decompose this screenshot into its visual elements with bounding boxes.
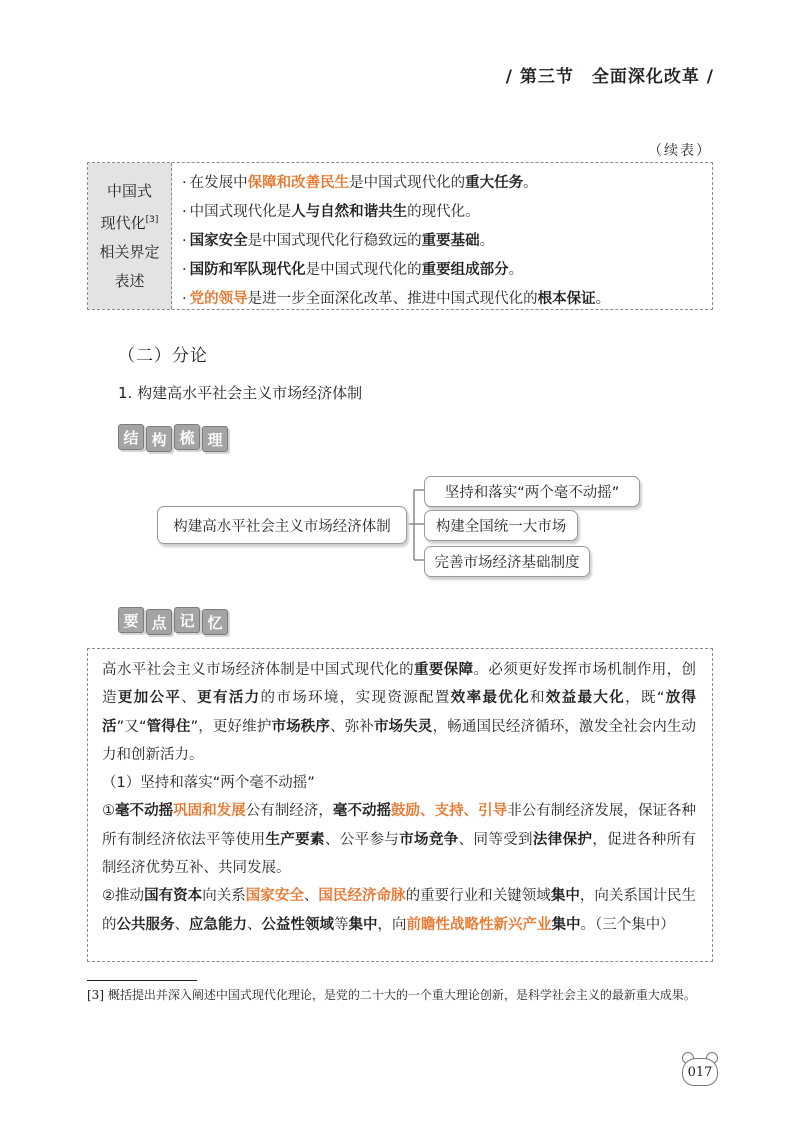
mindmap-root: 构建高水平社会主义市场经济体制 bbox=[157, 506, 407, 544]
emphasis-text: 根本保证 bbox=[537, 291, 596, 307]
text-run: 是进一步全面深化改革、推进中国式现代化的 bbox=[247, 291, 538, 307]
bullet: · bbox=[182, 233, 187, 249]
tag-char: 理 bbox=[202, 426, 228, 452]
emphasis-text: 管得住 bbox=[146, 718, 191, 735]
heading-line: 现代化[3] bbox=[100, 213, 159, 232]
emphasis-text: 生产要素 bbox=[265, 831, 325, 848]
text-run: ，向关系国计民生的 bbox=[102, 888, 697, 933]
text-run: 、 bbox=[303, 888, 319, 905]
tag-char: 构 bbox=[146, 426, 172, 452]
emphasis-text: 重大任务 bbox=[465, 175, 524, 191]
tag-char: 结 bbox=[118, 424, 144, 450]
key-points-box bbox=[87, 648, 713, 962]
emphasis-text: 保障和改善民生 bbox=[247, 175, 350, 191]
bullet: · bbox=[182, 262, 187, 278]
text-run: 是中国式现代化行稳致远的 bbox=[247, 233, 422, 249]
emphasis-text: 党的领导 bbox=[189, 291, 248, 307]
text-run: ”，更好维护 bbox=[190, 718, 272, 735]
text-run: 、 bbox=[247, 916, 262, 933]
text-run: 非公有制经济发展，保证各种所有制经济依法平等使用 bbox=[102, 803, 697, 848]
key-point-paragraph bbox=[102, 797, 696, 882]
heading-line: 相关界定 bbox=[99, 242, 160, 261]
sub-heading: 1. 构建高水平社会主义市场经济体制 bbox=[118, 384, 363, 402]
emphasis-text: 公益性领域 bbox=[261, 916, 334, 933]
emphasis-text: 更加公平 bbox=[117, 690, 182, 707]
emphasis-text: 更有活力 bbox=[197, 690, 261, 707]
text-run: （1）坚持和落实“两个毫不动摇” bbox=[102, 775, 315, 792]
text-run: 。必须更好发挥市场机制作用，创造 bbox=[102, 662, 697, 707]
text-run: 公有制经济， bbox=[245, 803, 333, 820]
bullet: · bbox=[182, 204, 187, 220]
text-run: ① bbox=[102, 803, 116, 820]
heading-line: 中国式 bbox=[106, 181, 152, 200]
key-point-paragraph bbox=[102, 769, 696, 797]
emphasis-text: 前瞻性战略性新兴产业 bbox=[406, 916, 552, 933]
text-run: ，促进各种所有制经济优势互补、共同发展。 bbox=[102, 831, 697, 877]
text-run: 在发展中 bbox=[189, 175, 248, 191]
tag-char: 要 bbox=[118, 607, 144, 633]
text-run: ②推动 bbox=[102, 888, 145, 905]
emphasis-text: 集中 bbox=[550, 888, 580, 905]
emphasis-text: 公共服务 bbox=[116, 916, 175, 933]
text-run: 、 bbox=[174, 916, 189, 933]
text-run: 等 bbox=[334, 916, 349, 933]
text-run: 。 bbox=[479, 233, 495, 249]
text-run: 和 bbox=[530, 690, 546, 707]
emphasis-text: 国民经济命脉 bbox=[318, 888, 406, 905]
footnote-rule bbox=[87, 980, 197, 981]
emphasis-text: 人与自然和谐共生 bbox=[291, 204, 408, 220]
text-run: 是中国式现代化的 bbox=[349, 175, 466, 191]
tag-char: 忆 bbox=[202, 609, 228, 635]
emphasis-text: 放得活 bbox=[102, 690, 697, 735]
emphasis-text: 国有资本 bbox=[144, 888, 203, 905]
emphasis-text: 市场秩序 bbox=[271, 718, 331, 735]
heading-line: 表述 bbox=[114, 271, 145, 290]
section-heading: （二）分论 bbox=[118, 346, 208, 366]
emphasis-text: 应急能力 bbox=[189, 916, 247, 933]
bullet: · bbox=[182, 291, 187, 307]
emphasis-text: 效益最大化 bbox=[545, 690, 626, 707]
text-run: ，向 bbox=[377, 916, 407, 933]
key-point-paragraph bbox=[102, 882, 696, 939]
emphasis-text: 国防和军队现代化 bbox=[189, 262, 306, 278]
text-run: 。 bbox=[595, 291, 611, 307]
text-run: ”又“ bbox=[116, 718, 147, 735]
text-run: ，畅通国民经济循环，激发全社会内生动力和创新活力。 bbox=[102, 718, 697, 763]
footnote: [3] 概括提出并深入阐述中国式现代化理论，是党的二十大的一个重大理论创新，是科学社会主义的最新重大成果。 bbox=[87, 988, 696, 1002]
emphasis-text: 集中 bbox=[348, 916, 378, 933]
chapter-header: / 第三节 全面深化改革 / bbox=[505, 67, 714, 87]
emphasis-text: 集中 bbox=[551, 916, 581, 933]
page-number: 017 bbox=[682, 1058, 718, 1086]
emphasis-text: 重要保障 bbox=[414, 662, 474, 678]
text-run: 的现代化。 bbox=[407, 204, 480, 220]
text-run: 、公平参与 bbox=[324, 831, 400, 848]
emphasis-text: 法律保护 bbox=[532, 831, 593, 848]
emphasis-text: 毫不动摇 bbox=[115, 803, 174, 820]
emphasis-text: 巩固和发展 bbox=[173, 803, 246, 820]
text-run: 是中国式现代化的 bbox=[305, 262, 422, 278]
emphasis-text: 市场失灵 bbox=[374, 718, 433, 735]
emphasis-text: 鼓励、支持、引导 bbox=[391, 803, 508, 820]
mindmap-branch: 坚持和落实“两个毫不动摇” bbox=[424, 476, 640, 507]
bullet: · bbox=[182, 175, 187, 191]
emphasis-text: 重要组成部分 bbox=[421, 262, 509, 278]
emphasis-text: 国家安全 bbox=[245, 888, 304, 905]
text-run: 中国式现代化是 bbox=[189, 204, 292, 220]
tag-char: 点 bbox=[146, 609, 172, 635]
text-run: 的重要行业和关键领域 bbox=[405, 888, 551, 905]
emphasis-text: 市场竞争 bbox=[399, 831, 459, 848]
memory-tag bbox=[118, 607, 228, 635]
text-run: 、 bbox=[181, 690, 198, 707]
mindmap-branch: 完善市场经济基础制度 bbox=[424, 546, 590, 577]
tag-char: 梳 bbox=[174, 424, 200, 450]
text-run: 向关系 bbox=[202, 888, 246, 905]
text-run: 。（三个集中） bbox=[580, 916, 675, 933]
footnote-ref: [3] bbox=[145, 214, 159, 225]
emphasis-text: 效率最优化 bbox=[450, 690, 531, 707]
emphasis-text: 重要基础 bbox=[421, 233, 480, 249]
emphasis-text: 毫不动摇 bbox=[332, 803, 392, 820]
key-point-paragraph bbox=[102, 656, 696, 769]
text-run: 高水平社会主义市场经济体制是中国式现代化的 bbox=[102, 662, 415, 678]
text-run: 。 bbox=[508, 262, 524, 278]
continued-label: （续表） bbox=[648, 143, 712, 159]
text-run: 。 bbox=[523, 175, 538, 191]
text-run: 、同等受到 bbox=[458, 831, 533, 848]
emphasis-text: 国家安全 bbox=[189, 233, 248, 249]
text-run: 的市场环境，实现资源配置 bbox=[260, 690, 451, 707]
text-run: 、弥补 bbox=[330, 718, 374, 735]
text-run: ，既“ bbox=[625, 690, 665, 707]
tag-char: 记 bbox=[174, 607, 200, 633]
mindmap-branch: 构建全国统一大市场 bbox=[424, 510, 578, 541]
